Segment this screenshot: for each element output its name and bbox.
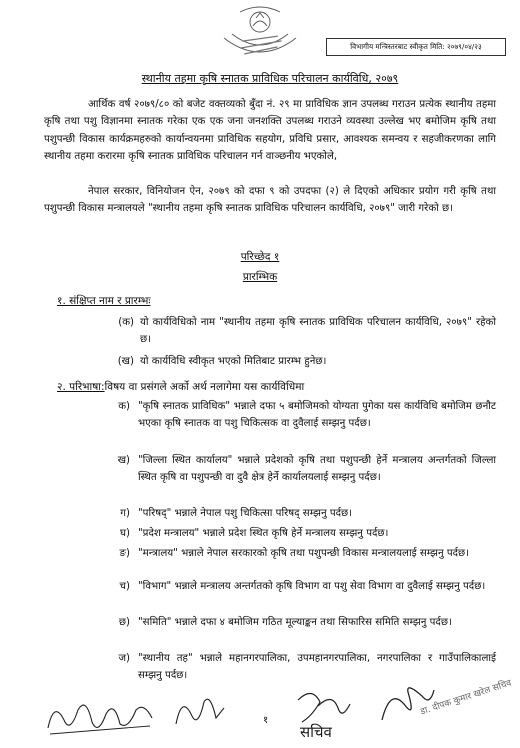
signature-area [0, 680, 520, 748]
definition-mark: घ) [120, 528, 130, 539]
signature-scribble-2-icon [170, 688, 230, 734]
definition-mark: च) [119, 581, 130, 592]
section-1-item: यो कार्यविधिको नाम "स्थानीय तहमा कृषि स्नातक प्राविधिक परिचालन कार्यविधि, २०७९" रहेको छ। [140, 317, 496, 346]
chapter-number: परिच्छेद १ [240, 251, 280, 263]
definition-mark: ख) [117, 455, 130, 466]
section-1-heading [57, 294, 150, 308]
definition-item: "समिति" भन्नाले दफा ४ बमोजिम गठित मूल्याङ्कन तथा सिफारिस समिति सम्झनु पर्दछ। [138, 617, 452, 628]
seal-emblem-icon [212, 4, 308, 64]
preamble-paragraph-2: नेपाल सरकार, विनियोजन ऐन, २०७९ को दफा ९ को उपदफा (२) ले दिएको अधिकार प्रयोग गरी कृषि तथा पशुपन्छी विकास मन्त्रालयले "स्थानीय तहमा कृषि स्नातक प्राविधिक परिचालन कार्यविधि, २०७९" जारी गरेको छ। [44, 186, 496, 215]
definition-item: "परिषद्" भन्नाले नेपाल पशु चिकित्सा परिषद् सम्झनु पर्दछ। [138, 508, 353, 519]
definition-mark: ग) [120, 508, 130, 519]
definition-item: "स्थानीय तह" भन्नाले महानगरपालिका, उपमहानगरपालिका, नगरपालिका र गाउँपालिकालाई सम्झनु पर्दछ। [138, 653, 496, 682]
signature-scribble-1-icon [40, 690, 160, 740]
definition-mark: ङ) [119, 548, 130, 559]
definition-item: "कृषि स्नातक प्राविधिक" भन्नाले दफा ५ बमोजिमको योग्यता पुगेका यस कार्यविधि बमोजिम छनौट भएका कृषि स्नातक वा पशु चिकित्सक वा दुवैलाई सम्झनु पर्दछ। [138, 401, 496, 430]
sachiv-label-handwritten: सचिव [300, 723, 332, 741]
chapter-title: प्रारम्भिक [242, 271, 278, 283]
section-2-heading [57, 380, 304, 394]
definition-mark: ज) [118, 653, 130, 664]
definition-item: "मन्त्रालय" भन्नाले नेपाल सरकारको कृषि तथा पशुपन्छी विकास मन्त्रालयलाई सम्झनु पर्दछ। [138, 548, 470, 559]
official-stamp: डा. दीपक कुमार खरेल सचिव [419, 678, 513, 718]
section-1-heading-text: १. संक्षिप्त नाम र प्रारम्भः [57, 295, 151, 307]
section-1-item: यो कार्यविधि स्वीकृत भएको मितिबाट प्रारम्भ हुनेछ। [140, 356, 327, 367]
approval-date-note: विभागीय मन्त्रिस्तरबाट स्वीकृत मिति: २०७९/०४/२३ [326, 38, 506, 56]
government-seal [212, 4, 308, 64]
definition-item: "जिल्ला स्थित कार्यालय" भन्नाले प्रदेशको कृषि तथा पशुपन्छी हेर्ने मन्त्रालय अन्तर्गतको जिल्ला स्थित कृषि वा पशुपन्छी वा दुवै क्षेत्र हेर्ने कार्यालयलाई सम्झनु पर्दछ। [138, 455, 496, 484]
page-number: १ [263, 715, 269, 726]
definition-item: "प्रदेश मन्त्रालय" भन्नाले प्रदेश स्थित कृषि हेर्ने मन्त्रालय सम्झनु पर्दछ। [138, 528, 389, 539]
section-1-item-mark: (ख) [117, 356, 134, 367]
section-2-heading-label: २. परिभाषा: [57, 381, 105, 393]
section-2-heading-rest: विषय वा प्रसंगले अर्को अर्थ नलागेमा यस कार्यविधिमा [104, 381, 305, 393]
preamble-paragraph-1: आर्थिक वर्ष २०७९/८० को बजेट वक्तव्यको बुँदा नं. २९ मा प्राविधिक ज्ञान उपलब्ध गराउन प्रत्येक स्थानीय तहमा कृषि तथा पशु विज्ञानमा स्नातक गरेका एक एक जना जनशक्ति उपलब्ध गराउने व्यवस्था उल्लेख भए बमोजिम कृषि तथा पशुपन्छी विकास कार्यक्रमहरुको कार्यान्वयनमा प्राविधिक सहयोग, प्रविधि प्रसार, आवश्यक समन्वय र सहजीकरणका लागि स्थानीय तहमा करारमा कृषि स्नातक प्राविधिक परिचालन गर्न वाञ्छनीय भएकोले, [44, 99, 496, 163]
section-1-item-mark: (क) [118, 317, 134, 328]
definition-mark: क) [118, 401, 130, 412]
document-title: स्थानीय तहमा कृषि स्नातक प्राविधिक परिचालन कार्यविधि, २०७९ [141, 72, 399, 85]
definition-mark: छ) [118, 617, 130, 628]
definition-item: "विभाग" भन्नाले मन्त्रालय अन्तर्गतको कृषि विभाग वा पशु सेवा विभाग वा दुवैलाई सम्झनु पर्दछ। [138, 581, 486, 592]
